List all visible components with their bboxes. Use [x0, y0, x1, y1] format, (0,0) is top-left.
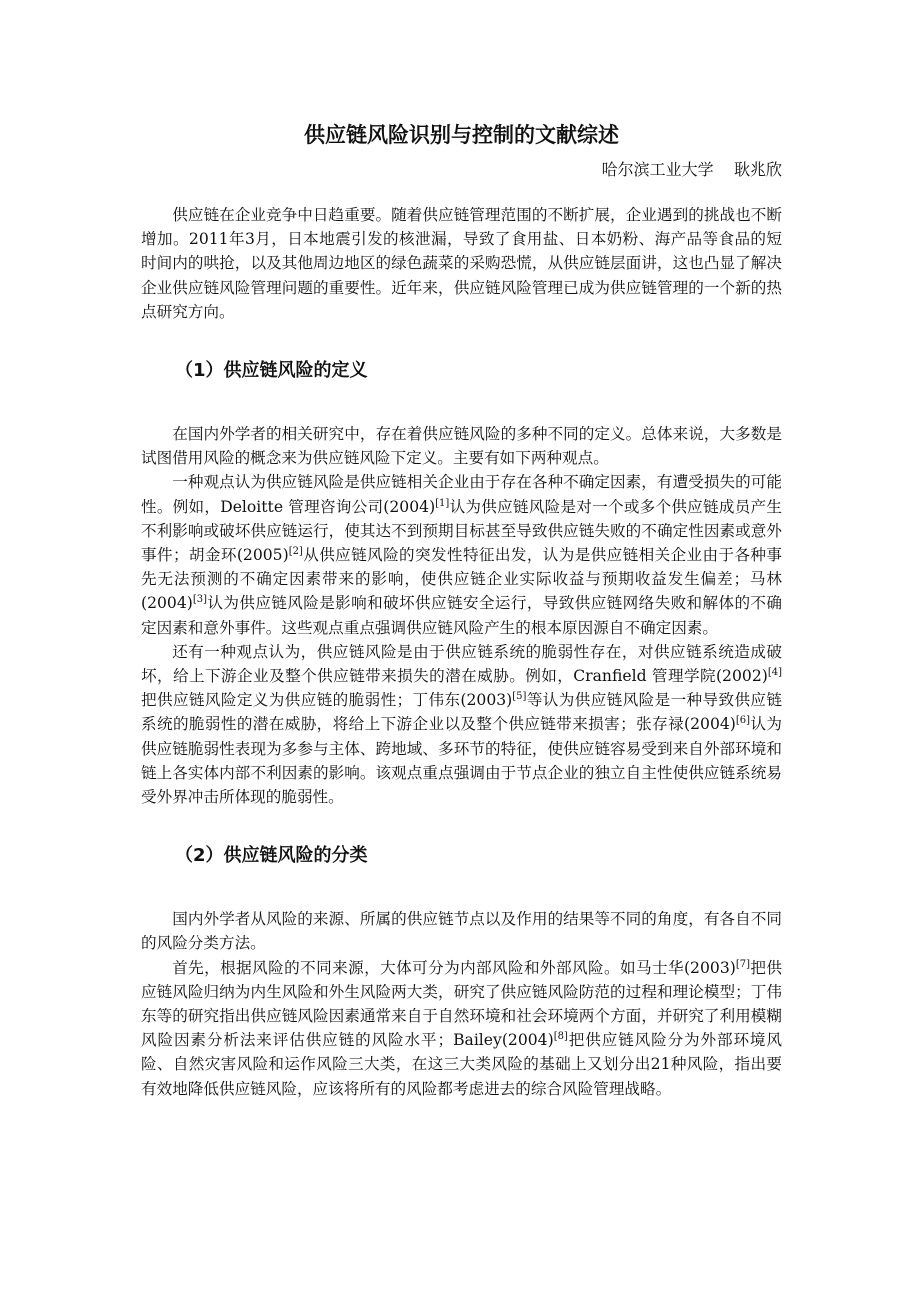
citation-ref: [1]	[435, 497, 450, 509]
paragraph-text: 还有一种观点认为，供应链风险是由于供应链系统的脆弱性存在，对供应链系统造成破坏，给上下游企业及整个供应链带来损失的潜在威胁。例如，Cranfield 管理学院(2002)	[141, 642, 782, 686]
citation-ref: [8]	[553, 1031, 568, 1043]
paragraph-text: 把供应链风险分为外部环境风险、自然灾害风险和运作风险三大类，在这三大类风险的基础上又划分出21种风险，指出要有效地降低供应链风险，应该将所有的风险都考虑进去的综合风险管理战略。	[141, 1031, 782, 1098]
definition-paragraph-1: 在国内外学者的相关研究中，存在着供应链风险的多种不同的定义。总体来说，大多数是试图借用风险的概念来为供应链风险下定义。主要有如下两种观点。	[141, 425, 782, 468]
paragraph-text: 把供应链风险定义为供应链的脆弱性；丁伟东(2003)	[141, 691, 513, 710]
citation-ref: [7]	[735, 958, 750, 970]
classification-paragraph-1: 国内外学者从风险的来源、所属的供应链节点以及作用的结果等不同的角度，有各自不同的风险分类方法。	[141, 910, 782, 953]
definition-paragraph-2	[141, 470, 782, 639]
paragraph-text: 从供应链风险的突发性特征出发，认为是供应链相关企业由于各种事先无法预测的不确定因素带来的影响，使供应链企业实际收益与预期收益发生偏差；马林(2004)	[141, 546, 782, 613]
paragraph-text: 等认为供应链风险是一种导致供应链系统的脆弱性的潜在威胁，将给上下游企业以及整个供应链带来损害；张存禄(2004)	[141, 691, 782, 734]
paragraph-text: 认为供应链风险是影响和破坏供应链安全运行，导致供应链网络失败和解体的不确定因素和意外事件。这些观点重点强调供应链风险产生的根本原因源自不确定因素。	[141, 594, 782, 637]
citation-ref: [5]	[512, 691, 527, 703]
intro-paragraph: 供应链在企业竞争中日趋重要。随着供应链管理范围的不断扩展，企业遇到的挑战也不断增加。2011年3月，日本地震引发的核泄漏，导致了食用盐、日本奶粉、海产品等食品的短时间内的哄抢，以及其他周边地区的绿色蔬菜的采购恐慌，从供应链层面讲，这也凸显了解决企业供应链风险管理问题的重要性。近年来，供应链风险管理已成为供应链管理的一个新的热点研究方向。	[141, 206, 782, 321]
citation-ref: [3]	[192, 594, 208, 606]
paragraph-text: 一种观点认为供应链风险是供应链相关企业由于存在各种不确定因素，有遭受损失的可能性。例如，Deloitte 管理咨询公司(2004)	[141, 473, 782, 516]
paragraph-text: 把供应链风险归纳为内生风险和外生风险两大类，研究了供应链风险防范的过程和理论模型；丁伟东等的研究指出供应链风险因素通常来自于自然环境和社会环境两个方面，并研究了利用模糊风险因素分析法来评估供应链的风险水平；Bailey(2004)	[141, 958, 782, 1050]
definition-paragraph-3	[141, 640, 782, 809]
paragraph-text: 认为供应链脆弱性表现为多参与主体、跨地域、多环节的特征，使供应链容易受到来自外部环境和链上各实体内部不利因素的影响。该观点重点强调由于节点企业的独立自主性使供应链系统易受外界冲击所体现的脆弱性。	[141, 715, 782, 807]
citation-ref: [2]	[288, 545, 303, 557]
author-line: 哈尔滨工业大学 耿兆欣	[601, 160, 782, 179]
document-title: 供应链风险识别与控制的文献综述	[304, 123, 619, 147]
section-heading-definition: （1）供应链风险的定义	[175, 360, 368, 382]
paragraph-text: 认为供应链风险是对一个或多个供应链成员产生不利影响或破坏供应链运行，使其达不到预期目标甚至导致供应链失败的不确定性因素或意外事件；胡金环(2005)	[141, 497, 782, 565]
paragraph-text: 首先，根据风险的不同来源，大体可分为内部风险和外部风险。如马士华(2003)	[172, 958, 736, 977]
section-heading-classification: （2）供应链风险的分类	[175, 845, 368, 867]
document-page	[141, 115, 782, 1101]
citation-ref: [4]	[767, 666, 782, 678]
citation-ref: [6]	[735, 715, 751, 727]
classification-paragraph-2	[141, 956, 782, 1101]
